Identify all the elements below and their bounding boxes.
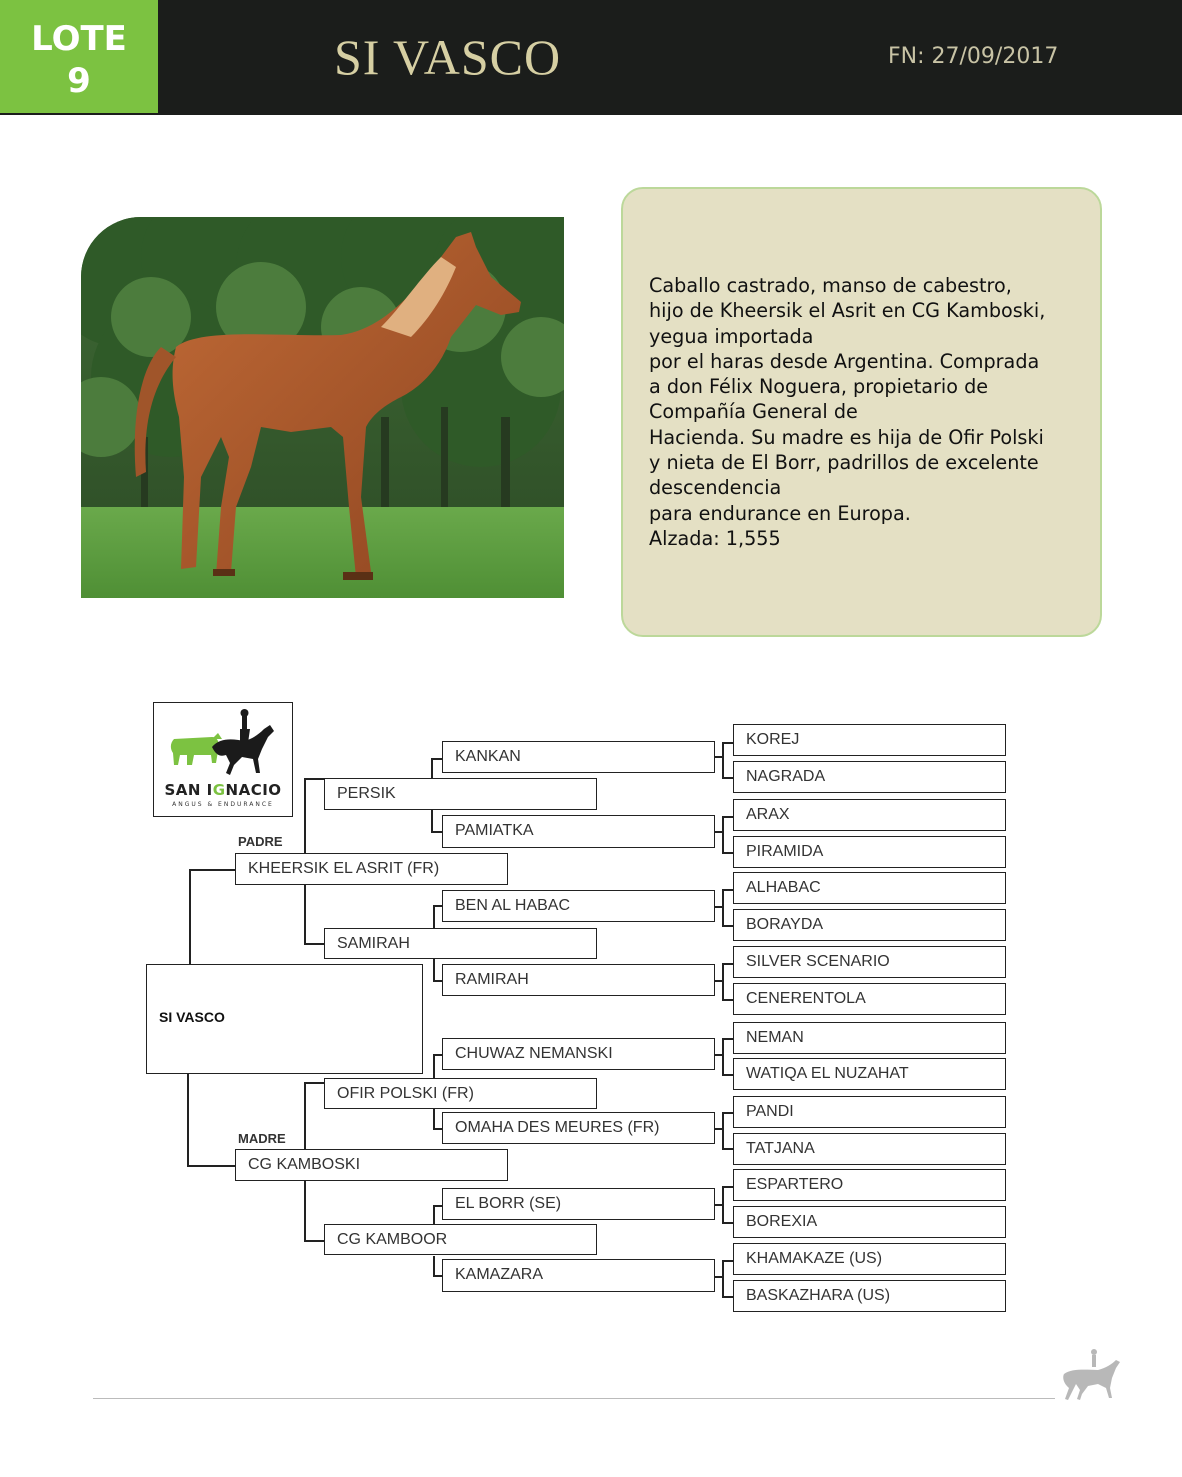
footer-divider	[93, 1398, 1055, 1399]
san-ignacio-logo	[153, 702, 293, 817]
pedigree-grandparent: CG KAMBOOR	[324, 1224, 597, 1255]
pedigree-great-grandparent: BEN AL HABAC	[442, 890, 715, 922]
pedigree-gen4: SILVER SCENARIO	[733, 946, 1006, 978]
pedigree-subject: SI VASCO	[146, 964, 423, 1074]
pedigree-gen4: NAGRADA	[733, 761, 1006, 793]
pedigree-gen4: KOREJ	[733, 724, 1006, 756]
pedigree-gen4: ESPARTERO	[733, 1169, 1006, 1201]
pedigree-gen4: CENERENTOLA	[733, 983, 1006, 1015]
logo-name	[154, 781, 292, 799]
pedigree-gen4: PANDI	[733, 1096, 1006, 1128]
rider-horse-icon	[1058, 1348, 1122, 1402]
pedigree-gen4: BASKAZHARA (US)	[733, 1280, 1006, 1312]
description-panel	[621, 187, 1102, 637]
pedigree-great-grandparent: PAMIATKA	[442, 815, 715, 848]
horse-name-title: SI VASCO	[334, 29, 562, 85]
pedigree-gen4: TATJANA	[733, 1133, 1006, 1165]
description-text: Caballo castrado, manso de cabestro, hijo de Kheersik el Asrit en CG Kamboski, yegua importada por el haras desde Argentina. Comprada a don Félix Noguera, propietario de Compañía General de Hacienda. Su madre es hija de Ofir Polski y nieta de El Borr, padrillos de excelente descendencia para endurance en Europa. Alzada: 1,555	[649, 274, 1046, 550]
pedigree-great-grandparent: KANKAN	[442, 741, 715, 773]
pedigree-gen4: BOREXIA	[733, 1206, 1006, 1238]
lot-badge	[0, 0, 158, 113]
pedigree-gen4: PIRAMIDA	[733, 836, 1006, 868]
logo-name-g: G	[212, 781, 226, 799]
pedigree-great-grandparent: KAMAZARA	[442, 1259, 715, 1292]
horse-photo	[81, 217, 564, 598]
pedigree-gen4: BORAYDA	[733, 909, 1006, 941]
pedigree-great-grandparent: RAMIRAH	[442, 964, 715, 996]
birth-date: FN: 27/09/2017	[888, 44, 1059, 69]
logo-cow-horse-icon	[154, 703, 291, 783]
pedigree-gen4: ALHABAC	[733, 872, 1006, 904]
pedigree-sire: KHEERSIK EL ASRIT (FR)	[235, 853, 508, 885]
pedigree-grandparent: SAMIRAH	[324, 928, 597, 959]
sire-label: PADRE	[238, 834, 283, 849]
pedigree-grandparent: PERSIK	[324, 778, 597, 810]
pedigree-great-grandparent: EL BORR (SE)	[442, 1188, 715, 1220]
dam-label: MADRE	[238, 1131, 286, 1146]
lot-number: 9	[67, 61, 91, 101]
lot-label: LOTE	[31, 19, 127, 59]
logo-tagline: ANGUS & ENDURANCE	[172, 801, 274, 808]
pedigree-grandparent: OFIR POLSKI (FR)	[324, 1078, 597, 1109]
pedigree-great-grandparent: OMAHA DES MEURES (FR)	[442, 1112, 715, 1144]
pedigree-gen4: KHAMAKAZE (US)	[733, 1243, 1006, 1275]
pedigree-dam: CG KAMBOSKI	[235, 1149, 508, 1181]
pedigree-gen4: NEMAN	[733, 1022, 1006, 1054]
page-header	[0, 0, 1182, 115]
logo-name-left: SAN I	[164, 781, 213, 799]
logo-name-right: NACIO	[225, 781, 282, 799]
pedigree-gen4: WATIQA EL NUZAHAT	[733, 1058, 1006, 1090]
pedigree-gen4: ARAX	[733, 799, 1006, 831]
pedigree-great-grandparent: CHUWAZ NEMANSKI	[442, 1038, 715, 1070]
